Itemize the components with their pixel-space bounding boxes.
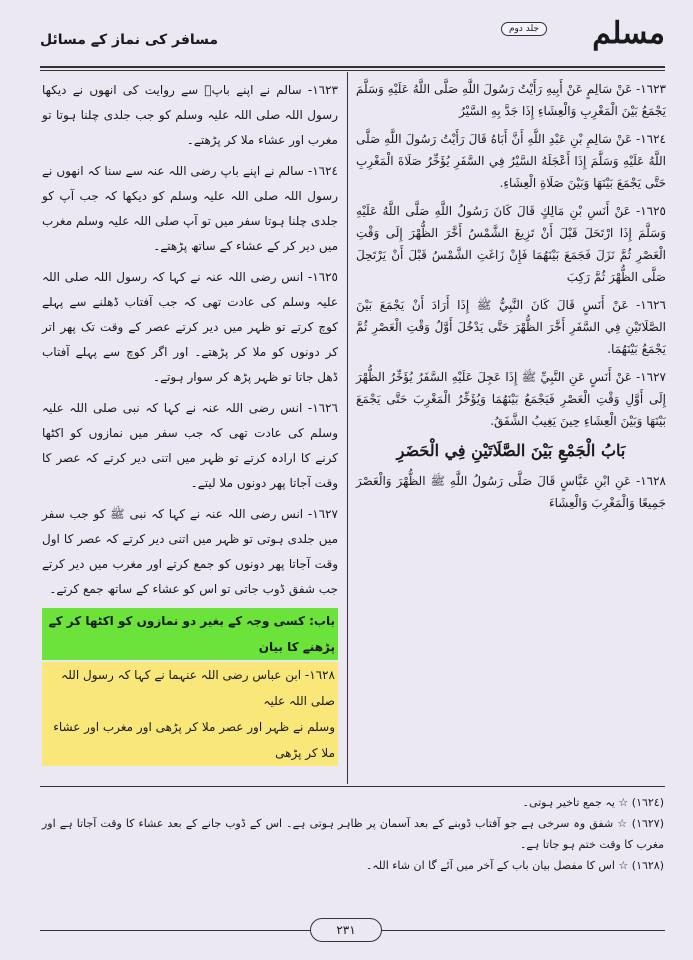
page-number: ٢٣١ bbox=[310, 918, 382, 942]
hadith-urdu-1628-line2: وسلم نے ظہر اور عصر ملا کر پڑھی اور مغرب اور عشاء ملا کر پڑھی bbox=[42, 714, 338, 766]
hadith-urdu-1626: ١٦٢٦- انس رضی اللہ عنہ نے کہا کہ نبی صلی اللہ علیہ وسلم کی عادت تھی کہ جب سفر میں نمازوں کو اکٹھا کرنے کا ارادہ کرتے تو ظہر میں اتنی دیر کرتے کہ عصر کا وقت آجاتا پھر دونوں ملا لیتے۔ bbox=[42, 401, 338, 490]
chapter-heading-arabic: بَابُ الْجَمْعِ بَيْنَ الصَّلَاتَيْنِ فِي الْحَضَرِ bbox=[396, 441, 626, 460]
hadith-arabic-1626: ١٦٢٦- عَنْ أَنَسٍ قَالَ كَانَ النَّبِيُّ ﷺ إِذَا أَرَادَ أَنْ يَجْمَعَ بَيْنَ الصَّلَاتَيْنِ فِي السَّفَرِ أَخَّرَ الظُّهْرَ حَتَّى يَدْخُلَ أَوَّلُ وَقْتِ الْعَصْرِ ثُمَّ يَجْمَعُ بَيْنَهُمَا. bbox=[356, 298, 666, 356]
hadith-urdu-1623: ١٦٢٣- سالم نے اپنے باپؓ سے روایت کی انھوں نے دیکھا رسول اللہ صلی اللہ علیہ وسلم کو جب جلدی چلنا ہوتا تو مغرب اور عشاء ملا کر پڑھتے۔ bbox=[42, 83, 338, 147]
hadith-urdu-1628-line1: ١٦٢٨- ابن عباس رضی اللہ عنہما نے کہا کہ رسول اللہ صلی اللہ علیہ bbox=[42, 662, 338, 714]
footnote-1628: (١٦٢٨) ☆ اس کا مفصل بیان باب کے آخر میں آئے گا ان شاء اللہ۔ bbox=[365, 859, 664, 872]
page-header bbox=[40, 14, 665, 66]
footnote-rule bbox=[40, 786, 665, 787]
chapter-heading-urdu-highlight: باب: کسی وجہ کے بغیر دو نمازوں کو اکٹھا کر کے پڑھنے کا بیان bbox=[42, 608, 338, 660]
hadith-arabic-1624: ١٦٢٤- عَنْ سَالِمِ بْنِ عَبْدِ اللَّهِ أَنَّ أَبَاهُ قَالَ رَأَيْتُ رَسُولَ اللَّهِ صَلَّى اللَّهُ عَلَيْهِ وَسَلَّمَ إِذَا أَعْجَلَهُ السَّيْرُ فِي السَّفَرِ يُؤَخِّرُ صَلَاةَ الْمَغْرِبِ حَتَّى يَجْمَعَ بَيْنَهَا وَبَيْنَ صَلَاةِ الْعِشَاءِ. bbox=[356, 132, 666, 190]
hadith-arabic-1628: ١٦٢٨- عَنِ ابْنِ عَبَّاسٍ قَالَ صَلَّى رَسُولُ اللَّهِ ﷺ الظُّهْرَ وَالْعَصْرَ جَمِيعًا وَالْمَغْرِبَ وَالْعِشَاءَ bbox=[356, 474, 666, 510]
hadith-arabic-1625: ١٦٢٥- عَنْ أَنَسِ بْنِ مَالِكٍ قَالَ كَانَ رَسُولُ اللَّهِ صَلَّى اللَّهُ عَلَيْهِ وَسَلَّمَ إِذَا ارْتَحَلَ قَبْلَ أَنْ تَزِيغَ الشَّمْسُ أَخَّرَ الظُّهْرَ إِلَى وَقْتِ الْعَصْرِ ثُمَّ نَزَلَ فَجَمَعَ بَيْنَهُمَا فَإِنْ زَاغَتِ الشَّمْسُ قَبْلَ أَنْ يَرْتَحِلَ صَلَّى الظُّهْرَ ثُمَّ رَكِبَ bbox=[356, 204, 666, 284]
book-title: مسلم bbox=[592, 16, 665, 51]
footnote-1627: (١٦٢٧) ☆ شفق وہ سرخی ہے جو آفتاب ڈوبنے کے بعد آسمان پر ظاہر ہوتی ہے۔ اس کے ڈوب جانے کے بعد عشاء کا وقت آجاتا ہے اور مغرب کا وقت ختم ہو جاتا ہے۔ bbox=[42, 817, 664, 851]
footnote-1624: (١٦٢٤) ☆ یہ جمع تاخیر ہوتی۔ bbox=[522, 796, 664, 809]
header-rule bbox=[40, 66, 665, 68]
hadith-arabic-1623: ١٦٢٣- عَنْ سَالِمٍ عَنْ أَبِيهِ رَأَيْتُ رَسُولَ اللَّهِ صَلَّى اللَّهُ عَلَيْهِ وَسَلَّمَ يَجْمَعُ بَيْنَ الْمَغْرِبِ وَالْعِشَاءِ إِذَا جَدَّ بِهِ السَّيْرُ bbox=[356, 82, 666, 118]
header-rule-thin bbox=[40, 70, 665, 71]
urdu-column bbox=[42, 78, 338, 766]
chapter-title: مسافر کی نماز کے مسائل bbox=[40, 32, 219, 48]
column-divider bbox=[347, 72, 348, 784]
arabic-column bbox=[356, 78, 666, 520]
hadith-urdu-1625: ١٦٢٥- انس رضی اللہ عنہ نے کہا کہ رسول اللہ صلی اللہ علیہ وسلم کی عادت تھی کہ جب آفتاب ڈھلنے سے پہلے کوچ کرتے تو ظہر میں دیر کرتے عصر کے وقت تک پھر اتر کر دونوں کو ملا کر پڑھتے۔ اور اگر کوچ سے پہلے آفتاب ڈھل جاتا تو ظہر پڑھ کر سوار ہوتے۔ bbox=[42, 270, 338, 384]
volume-badge: جلد دوم bbox=[501, 22, 547, 36]
hadith-arabic-1627: ١٦٢٧- عَنْ أَنَسٍ عَنِ النَّبِيِّ ﷺ إِذَا عَجِلَ عَلَيْهِ السَّفَرُ يُؤَخِّرُ الظُّهْرَ إِلَى أَوَّلِ وَقْتِ الْعَصْرِ فَيَجْمَعُ بَيْنَهُمَا وَيُؤَخِّرُ الْمَغْرِبَ حَتَّى يَجْمَعَ بَيْنَهَا وَبَيْنَ الْعِشَاءِ حِينَ يَغِيبُ الشَّفَقُ. bbox=[356, 370, 666, 428]
footnotes bbox=[42, 792, 664, 876]
hadith-urdu-1624: ١٦٢٤- سالم نے اپنے باپ رضی اللہ عنہ سے سنا کہ انھوں نے رسول اللہ صلی اللہ علیہ وسلم کو دیکھا کہ جب آپ کو جلدی چلنا ہوتا سفر میں تو آپ صلی اللہ علیہ وسلم مغرب میں دیر کر کے عشاء کے ساتھ پڑھتے۔ bbox=[42, 164, 338, 253]
hadith-urdu-1627: ١٦٢٧- انس رضی اللہ عنہ نے کہا کہ نبی ﷺ کو جب سفر میں جلدی ہوتی تو ظہر میں اتنی دیر کرتے کہ عصر کا اول وقت آجاتا پھر دونوں کو جمع کرتے اور مغرب میں دیر کرتے جب شفق ڈوب جاتی تو اس کو عشاء کے ساتھ جمع کرتے۔ bbox=[42, 507, 338, 596]
